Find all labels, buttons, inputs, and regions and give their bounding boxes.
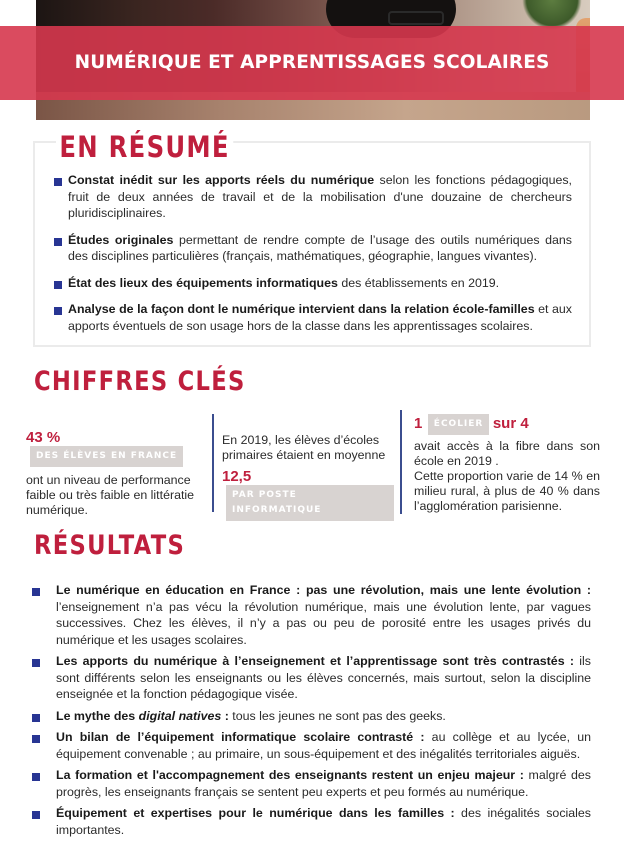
list-item: Un bilan de l’équipement informatique scolaire contrasté : au collège et au lycée, un équipement convenable ; au primaire, un sous-équipement et des inégalités territoriales aiguës. [56, 729, 591, 762]
divider [400, 410, 402, 514]
key-figure-1 [26, 430, 206, 518]
divider [212, 414, 214, 512]
summary-list [68, 172, 572, 334]
key-figure-2 [222, 433, 394, 521]
figure-text-2: Cette proportion varie de 14 % en milieu rural, à plus de 40 % dans l’agglomération parisienne. [414, 469, 600, 513]
bullet-square-icon [32, 735, 40, 743]
title-banner [0, 26, 624, 100]
list-item: Analyse de la façon dont le numérique intervient dans la relation école-familles et aux apports éventuels de son usage hors de la classe dans les apprentissages scolaires. [68, 301, 572, 334]
list-item: Le numérique en éducation en France : pas une révolution, mais une lente évolution : l’enseignement n’a pas vécu la révolution numérique, mais une évolution lente, par vagues successives. Chez les élèves, il n’y a pas ou peu de porosité entre les usages privés du numérique et les usages scolaires. [56, 582, 591, 648]
results-heading: RÉSULTATS [34, 530, 186, 561]
figure-tag: PAR POSTE INFORMATIQUE [226, 485, 394, 521]
figure-text: ont un niveau de performance faible ou très faible en littératie numérique. [26, 473, 195, 517]
bullet-square-icon [32, 659, 40, 667]
figure-suffix: sur 4 [492, 414, 529, 432]
figure-text: En 2019, les élèves d’écoles primaires étaient en moyenne [222, 433, 386, 462]
figure-text: avait accès à la fibre dans son école en 2019 . [414, 439, 600, 468]
list-item: Le mythe des digital natives : tous les jeunes ne sont pas des geeks. [56, 708, 591, 725]
list-item: Équipement et expertises pour le numérique dans les familles : des inégalités sociales importantes. [56, 805, 591, 838]
key-figure-3 [414, 414, 600, 514]
key-figures-heading: CHIFFRES CLÉS [34, 366, 246, 397]
bullet-square-icon [32, 714, 40, 722]
figure-tag: ÉCOLIER [428, 414, 490, 435]
list-item: La formation et l'accompagnement des enseignants restent un enjeu majeur : malgré des progrès, les enseignants français se sentent peu experts et peu formés au numérique. [56, 767, 591, 800]
bullet-square-icon [54, 238, 62, 246]
list-item: Les apports du numérique à l’enseignement et l’apprentissage sont très contrastés : ils sont différents selon les enseignants ou les élèves concernés, mais surtout, selon la discipline enseignée et la fonction pédagogique visée. [56, 653, 591, 703]
bullet-square-icon [54, 307, 62, 315]
bullet-square-icon [32, 773, 40, 781]
figure-value: 43 % [26, 429, 61, 446]
bullet-square-icon [32, 588, 40, 596]
summary-heading: EN RÉSUMÉ [56, 130, 233, 164]
figure-tag: DES ÉLÈVES EN FRANCE [30, 446, 183, 467]
list-item: État des lieux des équipements informatiques des établissements en 2019. [68, 275, 572, 292]
page-title: NUMÉRIQUE ET APPRENTISSAGES SCOLAIRES [74, 52, 550, 73]
results-list [56, 582, 591, 838]
list-item: Études originales permettant de rendre compte de l’usage des outils numériques dans des disciplines particulières (français, mathématiques, géographie, langues vivantes). [68, 232, 572, 265]
bullet-square-icon [32, 811, 40, 819]
list-item: Constat inédit sur les apports réels du numérique selon les fonctions pédagogiques, fruit de deux années de travail et de la mobilisation d'une douzaine de chercheurs pluridisciplinaires. [68, 172, 572, 222]
bullet-square-icon [54, 178, 62, 186]
glasses-graphic [388, 11, 444, 25]
figure-value: 12,5 [222, 468, 252, 485]
figure-value: 1 [414, 414, 423, 432]
bullet-square-icon [54, 281, 62, 289]
